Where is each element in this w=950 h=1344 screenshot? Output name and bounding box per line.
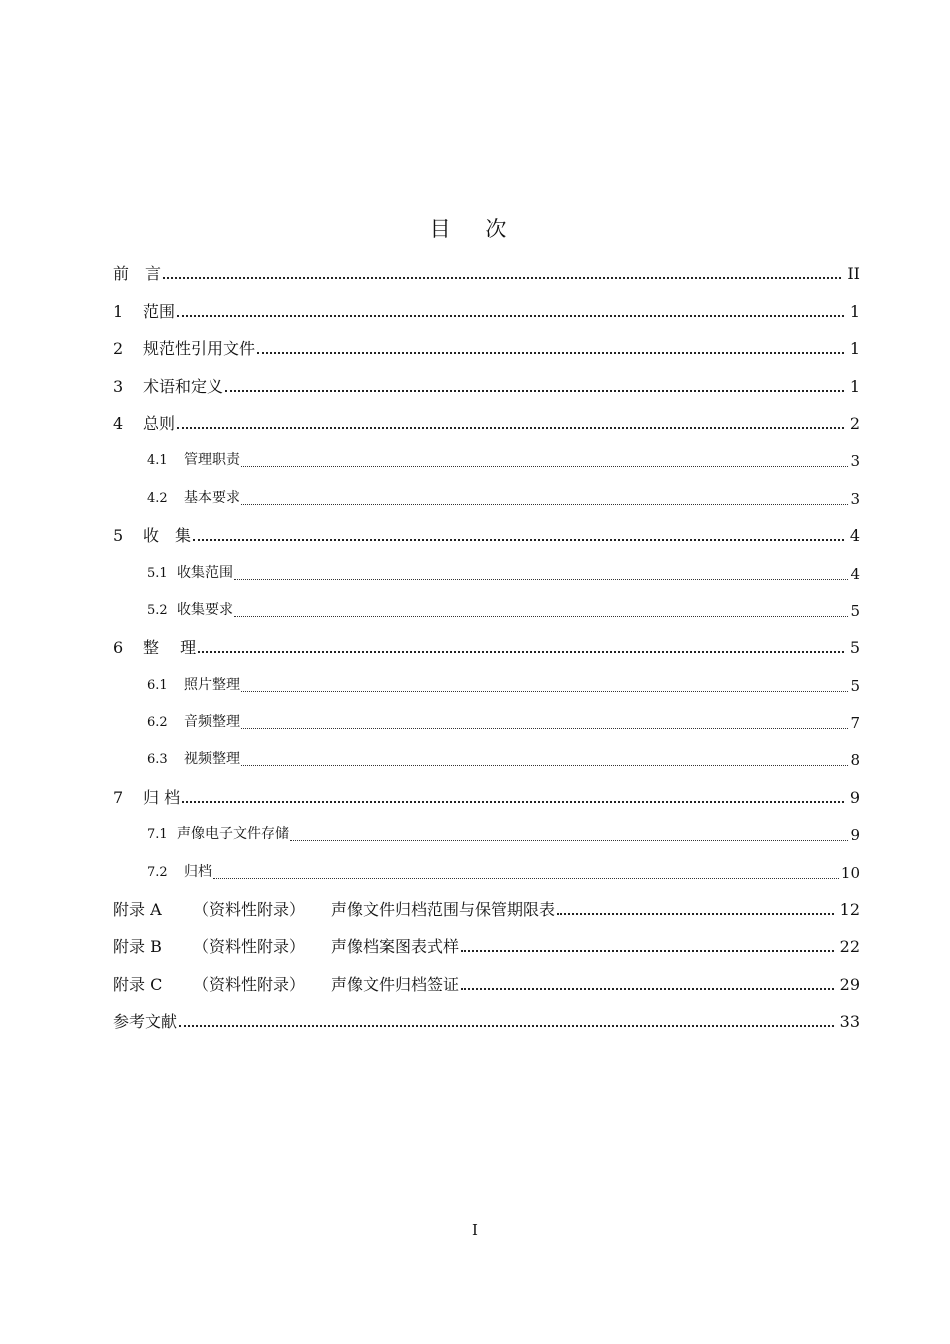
dot-leader: [177, 427, 844, 429]
toc-page-number: 7: [850, 714, 860, 733]
dot-leader: [182, 801, 844, 803]
toc-page-number: 29: [839, 974, 860, 994]
toc-page-number: 9: [850, 826, 860, 845]
toc-entry-7-1[interactable]: [113, 814, 860, 851]
toc-page-number: 1: [849, 339, 860, 359]
toc-entry-3[interactable]: [113, 365, 860, 402]
toc-page-number: 4: [849, 526, 860, 546]
toc-entry-4[interactable]: [113, 403, 860, 440]
toc-entry-label: 6.3 视频整理: [147, 751, 240, 768]
dot-leader: [241, 466, 848, 467]
toc-entry-6-3[interactable]: [113, 739, 860, 776]
dot-leader: [241, 728, 848, 729]
table-of-contents: [113, 253, 860, 1038]
dot-leader: [290, 840, 848, 841]
toc-entry-5[interactable]: [113, 515, 860, 552]
toc-page-number: 33: [839, 1012, 860, 1032]
toc-entry-label: 4 总则: [113, 413, 176, 433]
toc-entry-6-2[interactable]: [113, 702, 860, 739]
dot-leader: [241, 765, 848, 766]
toc-entry-label: 6.2 音频整理: [147, 714, 240, 731]
toc-page-number: 8: [850, 751, 860, 770]
toc-entry-label: 5.1 收集范围: [147, 564, 233, 581]
toc-entry-label: 5 收 集: [113, 526, 192, 546]
dot-leader: [225, 390, 844, 392]
toc-page-number: 5: [850, 601, 860, 620]
toc-entry-label: 6 整 理: [113, 638, 197, 658]
toc-entry-label: 前 言: [113, 264, 162, 284]
toc-entry-appendix-b[interactable]: [113, 926, 860, 963]
toc-entry-label: 7 归 档: [113, 787, 181, 807]
toc-title: 目 次: [429, 217, 521, 241]
toc-entry-appendix-c[interactable]: [113, 963, 860, 1000]
dot-leader: [257, 352, 844, 354]
dot-leader: [213, 878, 839, 879]
toc-page-number: 3: [850, 489, 860, 508]
toc-entry-7-2[interactable]: [113, 851, 860, 888]
toc-entry-4-2[interactable]: [113, 477, 860, 514]
toc-page-number: 5: [849, 638, 860, 658]
dot-leader: [177, 315, 844, 317]
dot-leader: [461, 988, 834, 990]
toc-page-number: 10: [840, 863, 860, 882]
dot-leader: [234, 616, 848, 617]
toc-entry-label: 附录 B （资料性附录） 声像档案图表式样: [113, 937, 460, 957]
toc-entry-4-1[interactable]: [113, 440, 860, 477]
toc-entry-7[interactable]: [113, 776, 860, 813]
toc-entry-label: 附录 A （资料性附录） 声像文件归档范围与保管期限表: [113, 900, 556, 920]
toc-page-number: 22: [839, 937, 860, 957]
toc-page-number: 5: [850, 676, 860, 695]
toc-entry-5-2[interactable]: [113, 590, 860, 627]
toc-entry-label: 4.2 基本要求: [147, 489, 240, 506]
toc-entry-label: 5.2 收集要求: [147, 601, 233, 618]
dot-leader: [198, 651, 844, 653]
toc-page-number: II: [847, 264, 860, 284]
toc-page-number: 12: [839, 900, 860, 920]
toc-entry-label: 7.2 归档: [147, 863, 212, 880]
dot-leader: [557, 913, 834, 915]
toc-page-number: 3: [850, 452, 860, 471]
dot-leader: [179, 1025, 834, 1027]
toc-entry-label: 2 规范性引用文件: [113, 339, 256, 359]
dot-leader: [241, 691, 848, 692]
toc-entry-label: 3 术语和定义: [113, 376, 224, 396]
dot-leader: [461, 950, 834, 952]
toc-page-number: 2: [849, 413, 860, 433]
footer-page-number: I: [472, 1221, 478, 1239]
dot-leader: [193, 539, 844, 541]
toc-entry-label: 1 范围: [113, 301, 176, 321]
dot-leader: [234, 579, 848, 580]
toc-entry-label: 附录 C （资料性附录） 声像文件归档签证: [113, 974, 460, 994]
toc-entry-2[interactable]: [113, 328, 860, 365]
toc-entry-6-1[interactable]: [113, 664, 860, 701]
toc-entry-label: 6.1 照片整理: [147, 676, 240, 693]
toc-page-number: 1: [849, 376, 860, 396]
toc-entry-appendix-a[interactable]: [113, 889, 860, 926]
toc-entry-label: 4.1 管理职责: [147, 452, 240, 469]
toc-entry-label: 7.1 声像电子文件存储: [147, 826, 289, 843]
toc-page-number: 1: [849, 301, 860, 321]
toc-entry-references[interactable]: [113, 1001, 860, 1038]
toc-page-number: 9: [849, 787, 860, 807]
toc-entry-foreword[interactable]: [113, 253, 860, 290]
toc-entry-1[interactable]: [113, 290, 860, 327]
dot-leader: [241, 504, 848, 505]
toc-entry-6[interactable]: [113, 627, 860, 664]
toc-page-number: 4: [850, 564, 860, 583]
dot-leader: [163, 277, 841, 279]
toc-entry-5-1[interactable]: [113, 552, 860, 589]
toc-entry-label: 参考文献: [113, 1012, 178, 1032]
